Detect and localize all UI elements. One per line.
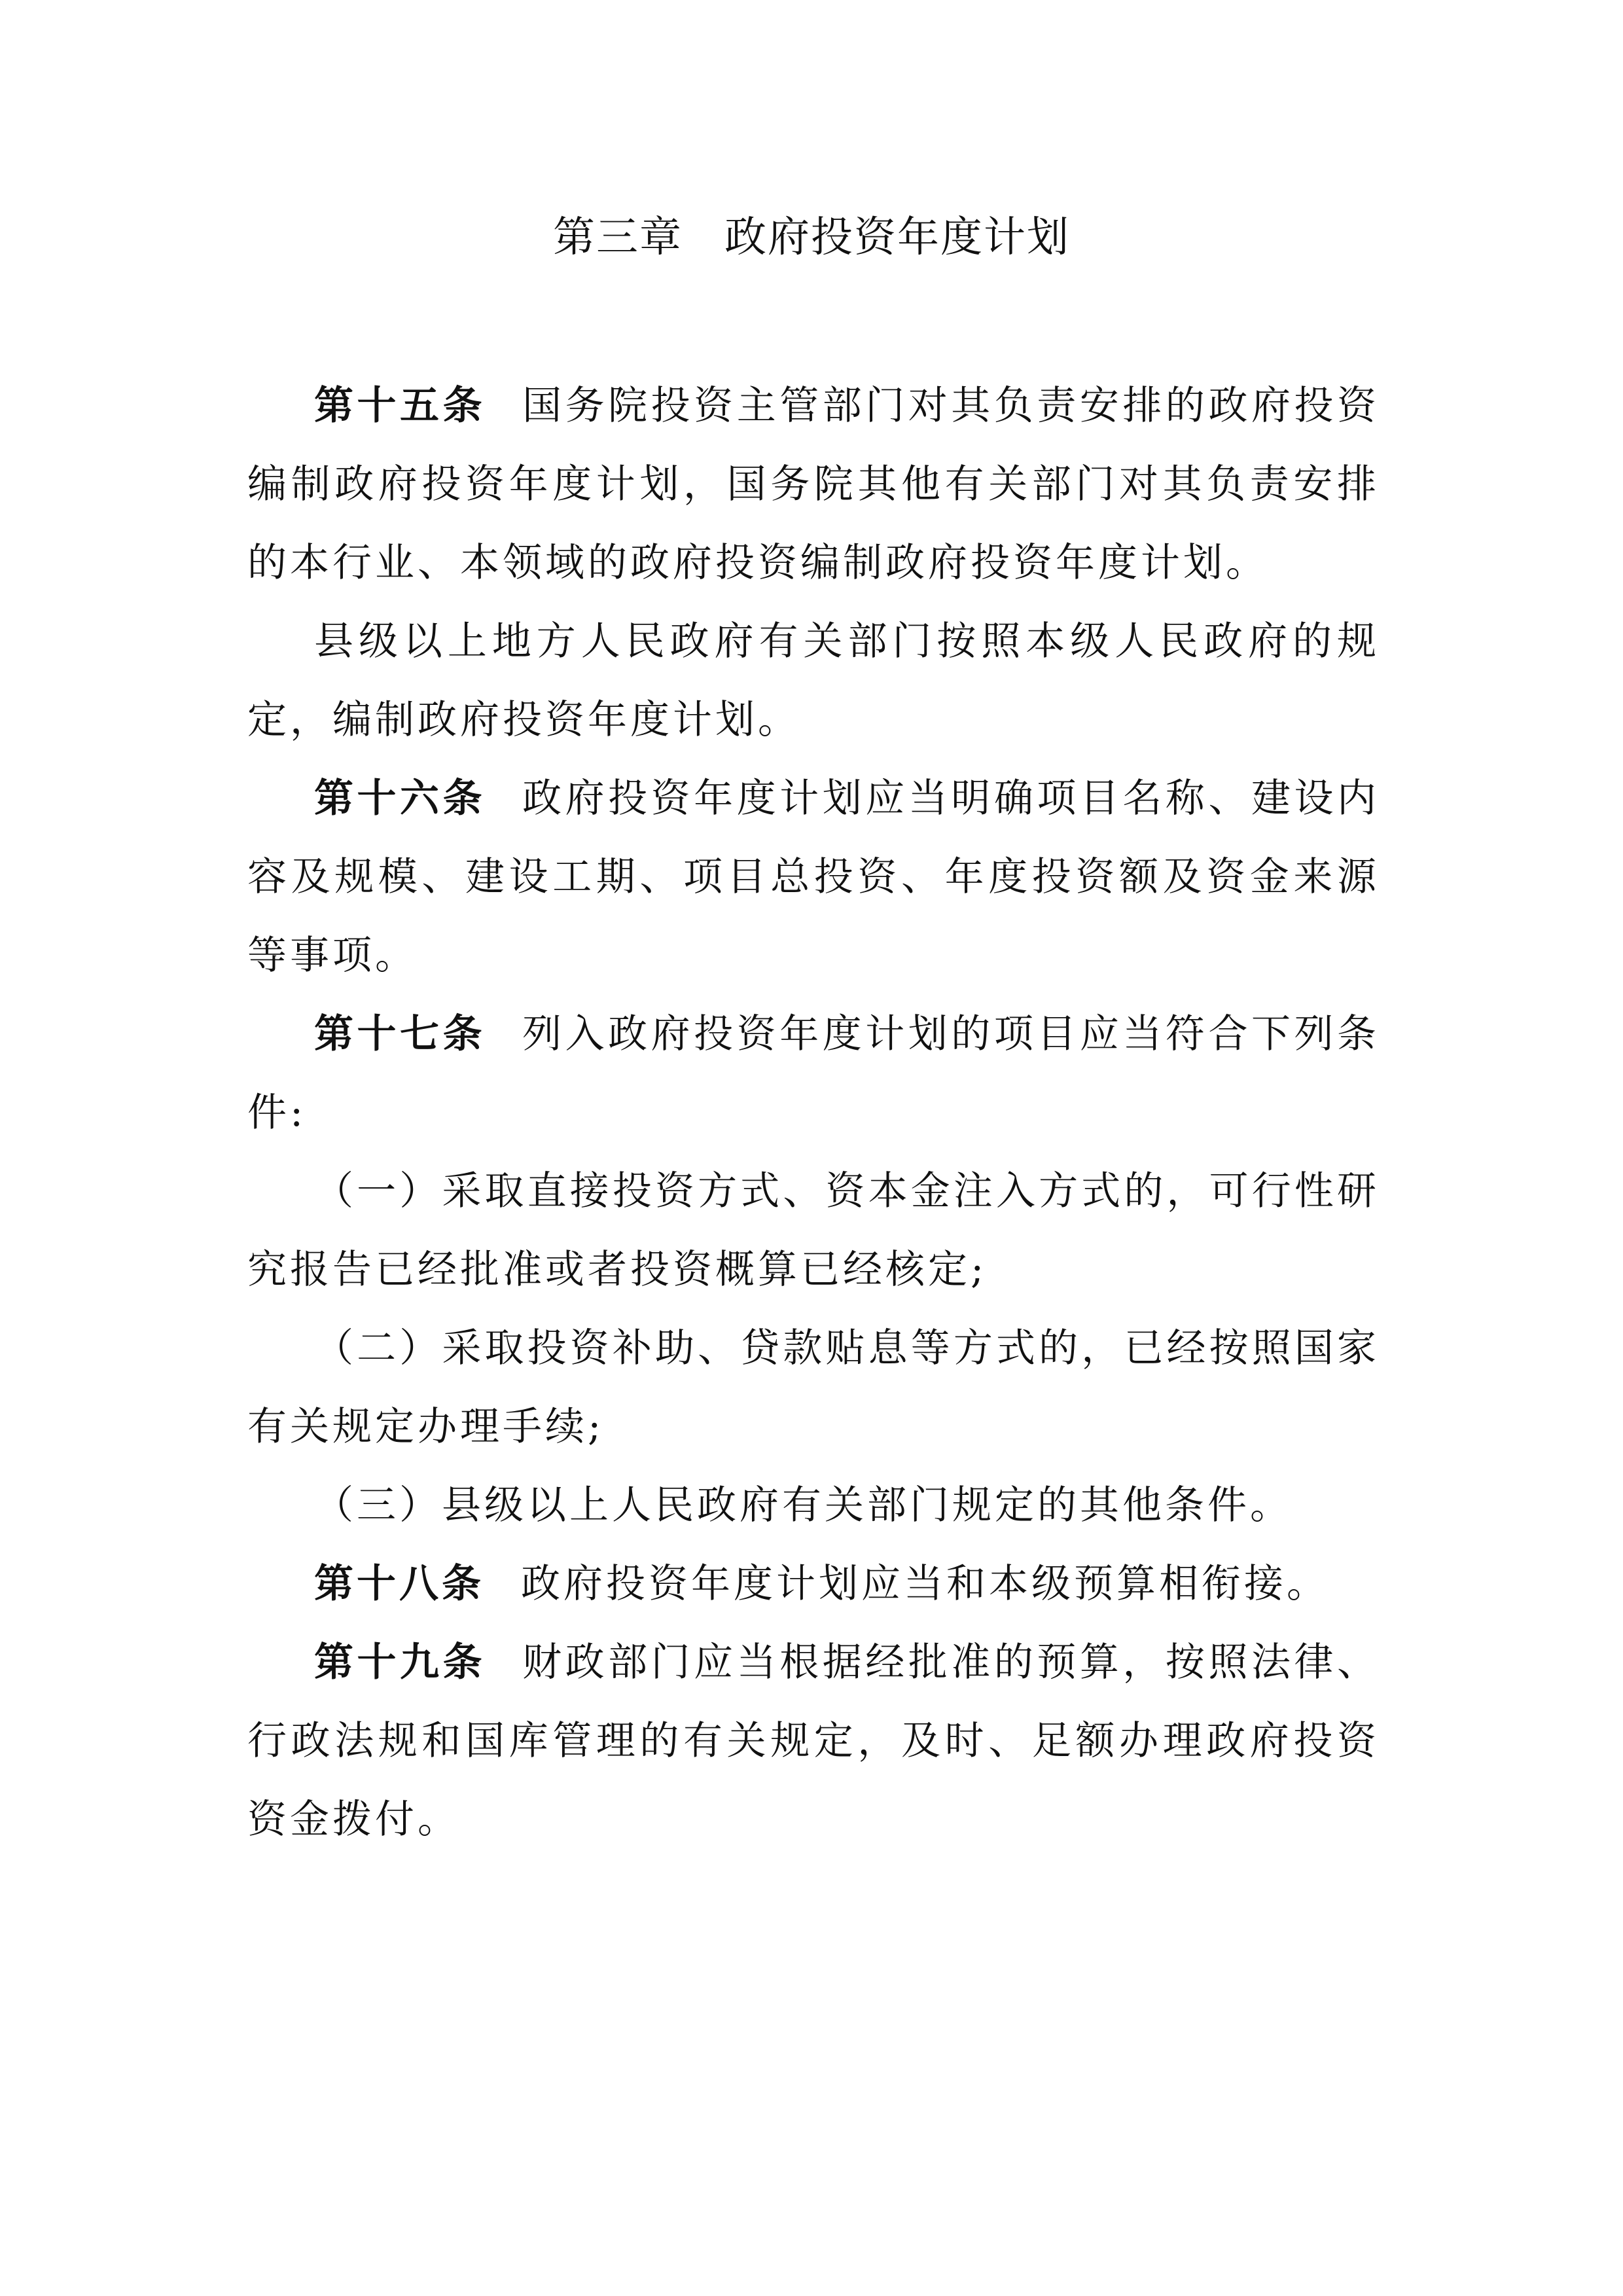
article-17-item-3 — [247, 1466, 1380, 1545]
paragraph-text: 县级以上地方人民政府有关部门按照本级人民政府的规定，编制政府投资年度计划。 — [247, 619, 1380, 743]
article-text: 政府投资年度计划应当明确项目名称、建设内容及规模、建设工期、项目总投资、年度投资额及资金来源等事项。 — [247, 776, 1380, 978]
list-item-text: （二）采取投资补助、贷款贴息等方式的，已经按照国家有关规定办理手续; — [247, 1325, 1380, 1450]
article-15 — [247, 367, 1380, 602]
chapter-title — [0, 208, 1623, 267]
article-number: 第十七条 — [314, 1011, 486, 1057]
article-17 — [247, 995, 1380, 1152]
article-number: 第十六条 — [314, 776, 486, 821]
article-number: 第十五条 — [314, 383, 486, 429]
chapter-body — [247, 367, 1380, 1859]
article-text: 国务院投资主管部门对其负责安排的政府投资编制政府投资年度计划，国务院其他有关部门对其负责安排的本行业、本领域的政府投资编制政府投资年度计划。 — [247, 383, 1380, 586]
article-17-item-2 — [247, 1309, 1380, 1466]
chapter-name: 政府投资年度计划 — [724, 213, 1070, 262]
list-item-text: （三）县级以上人民政府有关部门规定的其他条件。 — [314, 1482, 1293, 1528]
article-text: 政府投资年度计划应当和本级预算相衔接。 — [521, 1561, 1329, 1607]
chapter-number: 第三章 — [553, 213, 683, 262]
article-15-paragraph-2 — [247, 602, 1380, 759]
list-item-text: （一）采取直接投资方式、资本金注入方式的，可行性研究报告已经批准或者投资概算已经核定; — [247, 1168, 1380, 1293]
article-17-item-1 — [247, 1152, 1380, 1309]
article-text: 列入政府投资年度计划的项目应当符合下列条件: — [247, 1011, 1380, 1136]
article-18 — [247, 1545, 1380, 1623]
article-16 — [247, 759, 1380, 995]
article-text: 财政部门应当根据经批准的预算，按照法律、行政法规和国库管理的有关规定，及时、足额办理政府投资资金拨付。 — [247, 1640, 1380, 1842]
article-19 — [247, 1623, 1380, 1859]
article-number: 第十八条 — [314, 1561, 484, 1607]
article-number: 第十九条 — [314, 1640, 486, 1685]
